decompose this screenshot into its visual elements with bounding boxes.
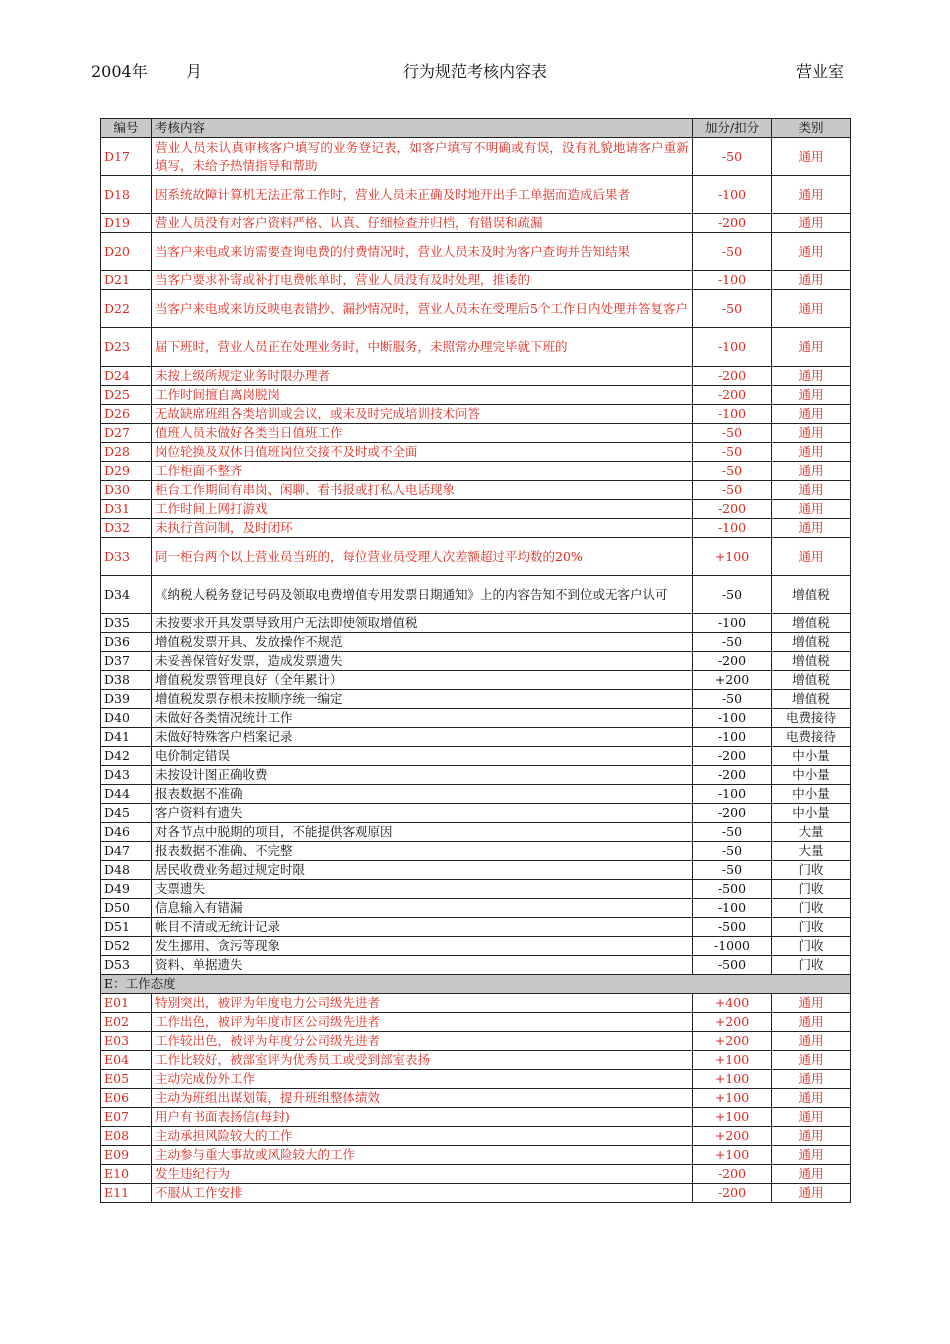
row-category: 通用 [772,176,851,214]
table-row [101,576,851,614]
row-code: D49 [101,880,152,899]
row-category: 增值税 [772,614,851,633]
row-code: D46 [101,823,152,842]
row-score: -50 [693,443,772,462]
row-score: +200 [693,1013,772,1032]
row-code: E09 [101,1146,152,1165]
row-code: D47 [101,842,152,861]
row-category: 门收 [772,918,851,937]
row-code: D24 [101,367,152,386]
row-content: 信息输入有错漏 [152,899,693,918]
row-content: 不服从工作安排 [152,1184,693,1203]
table-row [101,443,851,462]
table-header-row [101,119,851,138]
row-score: -50 [693,842,772,861]
row-category: 增值税 [772,671,851,690]
row-code: E07 [101,1108,152,1127]
table-row [101,271,851,290]
header-year: 2004年 [91,62,148,81]
row-content: 未执行首问制，及时闭环 [152,519,693,538]
table-row [101,1013,851,1032]
row-score: +400 [693,994,772,1013]
row-code: D29 [101,462,152,481]
row-content: 居民收费业务超过规定时限 [152,861,693,880]
row-score: -200 [693,386,772,405]
row-content: 电价制定错误 [152,747,693,766]
row-code: D44 [101,785,152,804]
table-row [101,1146,851,1165]
row-code: E08 [101,1127,152,1146]
row-score: +100 [693,1146,772,1165]
row-category: 门收 [772,861,851,880]
row-category: 大量 [772,842,851,861]
row-score: -50 [693,481,772,500]
row-score: -100 [693,614,772,633]
row-code: D48 [101,861,152,880]
row-category: 通用 [772,1089,851,1108]
row-category: 门收 [772,956,851,975]
row-category: 通用 [772,1127,851,1146]
row-score: -200 [693,804,772,823]
table-row [101,804,851,823]
row-score: -50 [693,823,772,842]
row-code: D50 [101,899,152,918]
table-body-d [101,138,851,975]
row-code: D22 [101,290,152,328]
row-code: E01 [101,994,152,1013]
row-category: 通用 [772,424,851,443]
row-score: -200 [693,214,772,233]
row-score: -1000 [693,937,772,956]
row-score: -200 [693,500,772,519]
row-content: 同一柜台两个以上营业员当班的，每位营业员受理人次差额超过平均数的20% [152,538,693,576]
row-code: D20 [101,233,152,271]
row-category: 中小量 [772,804,851,823]
row-score: -50 [693,633,772,652]
row-content: 未按要求开具发票导致用户无法即使领取增值税 [152,614,693,633]
row-code: D34 [101,576,152,614]
row-score: +200 [693,1032,772,1051]
row-code: D51 [101,918,152,937]
row-category: 中小量 [772,747,851,766]
row-content: 主动完成份外工作 [152,1070,693,1089]
row-content: 用户有书面表扬信(每封) [152,1108,693,1127]
row-content: 未妥善保管好发票，造成发票遗失 [152,652,693,671]
row-content: 增值税发票存根未按顺序统一编定 [152,690,693,709]
row-content: 特别突出，被评为年度电力公司级先进者 [152,994,693,1013]
col-header-score: 加分/扣分 [693,119,772,138]
table-row [101,785,851,804]
row-category: 增值税 [772,652,851,671]
table-row [101,176,851,214]
row-category: 门收 [772,937,851,956]
table-row [101,994,851,1013]
row-score: +100 [693,1108,772,1127]
row-category: 通用 [772,1165,851,1184]
table-row [101,462,851,481]
row-score: -200 [693,766,772,785]
table-row [101,956,851,975]
table-row [101,481,851,500]
row-category: 增值税 [772,576,851,614]
row-code: E05 [101,1070,152,1089]
row-score: +200 [693,1127,772,1146]
table-row [101,138,851,176]
table-row [101,1108,851,1127]
row-category: 增值税 [772,633,851,652]
row-code: D41 [101,728,152,747]
table-row [101,519,851,538]
row-category: 通用 [772,386,851,405]
header-department: 营业室 [795,62,844,81]
row-code: D30 [101,481,152,500]
row-category: 通用 [772,138,851,176]
row-score: -100 [693,176,772,214]
row-content: 未做好特殊客户档案记录 [152,728,693,747]
row-category: 中小量 [772,766,851,785]
row-content: 支票遗失 [152,880,693,899]
row-content: 工作出色，被评为年度市区公司级先进者 [152,1013,693,1032]
row-category: 通用 [772,290,851,328]
row-code: D19 [101,214,152,233]
row-score: +200 [693,671,772,690]
table-row [101,652,851,671]
row-category: 通用 [772,214,851,233]
table-row [101,633,851,652]
row-content: 未按设计图正确收费 [152,766,693,785]
row-code: D38 [101,671,152,690]
header-month: 月 [186,62,203,81]
row-content: 对各节点中脱期的项目，不能提供客观原因 [152,823,693,842]
row-code: D40 [101,709,152,728]
row-content: 工作时间擅自离岗脱岗 [152,386,693,405]
row-category: 通用 [772,271,851,290]
row-score: -50 [693,424,772,443]
table-row [101,937,851,956]
table-row [101,214,851,233]
table-row [101,1032,851,1051]
row-code: D33 [101,538,152,576]
row-content: 未按上级所规定业务时限办理者 [152,367,693,386]
row-score: -100 [693,785,772,804]
row-code: E04 [101,1051,152,1070]
row-category: 中小量 [772,785,851,804]
row-score: -100 [693,899,772,918]
table-row [101,728,851,747]
table-row [101,899,851,918]
row-content: 柜台工作期间有串岗、闲聊、看书报或打私人电话现象 [152,481,693,500]
row-score: -100 [693,709,772,728]
table-row [101,747,851,766]
row-score: -50 [693,861,772,880]
row-score: -500 [693,956,772,975]
row-score: -100 [693,405,772,424]
row-category: 通用 [772,500,851,519]
row-score: -200 [693,367,772,386]
row-score: +100 [693,1070,772,1089]
row-score: -500 [693,918,772,937]
row-category: 通用 [772,462,851,481]
row-code: D23 [101,328,152,367]
table-row [101,880,851,899]
row-content: 未做好各类情况统计工作 [152,709,693,728]
table-row [101,1184,851,1203]
table-row [101,405,851,424]
row-content: 发生违纪行为 [152,1165,693,1184]
row-code: D25 [101,386,152,405]
row-content: 当客户要求补寄或补打电费帐单时，营业人员没有及时处理，推诿的 [152,271,693,290]
table-row [101,233,851,271]
table-row [101,1051,851,1070]
row-code: D32 [101,519,152,538]
row-score: -200 [693,1184,772,1203]
row-score: -50 [693,576,772,614]
table-row [101,367,851,386]
row-category: 增值税 [772,690,851,709]
row-content: 增值税发票管理良好（全年累计） [152,671,693,690]
row-category: 通用 [772,538,851,576]
row-code: D37 [101,652,152,671]
row-category: 通用 [772,1032,851,1051]
row-content: 因系统故障计算机无法正常工作时，营业人员未正确及时地开出手工单据而造成后果者 [152,176,693,214]
row-code: E06 [101,1089,152,1108]
table-row [101,671,851,690]
row-score: -200 [693,1165,772,1184]
table-row [101,1089,851,1108]
row-code: E11 [101,1184,152,1203]
row-content: 工作柜面不整齐 [152,462,693,481]
row-content: 营业人员未认真审核客户填写的业务登记表，如客户填写不明确或有误，没有礼貌地请客户重新填写，未给予热情指导和帮助 [152,138,693,176]
row-code: D28 [101,443,152,462]
row-code: D39 [101,690,152,709]
table-row [101,538,851,576]
row-category: 通用 [772,1013,851,1032]
row-score: -50 [693,290,772,328]
row-code: D43 [101,766,152,785]
row-category: 通用 [772,994,851,1013]
table-row [101,823,851,842]
table-row [101,918,851,937]
col-header-content: 考核内容 [152,119,693,138]
table-row [101,709,851,728]
row-code: D21 [101,271,152,290]
assessment-table [100,118,851,1203]
row-category: 通用 [772,1146,851,1165]
row-category: 通用 [772,481,851,500]
table-row [101,614,851,633]
col-header-category: 类别 [772,119,851,138]
row-score: -100 [693,728,772,747]
row-content: 客户资料有遗失 [152,804,693,823]
table-row [101,328,851,367]
row-content: 资料、单据遗失 [152,956,693,975]
row-category: 门收 [772,880,851,899]
row-score: -200 [693,652,772,671]
row-content: 主动为班组出谋划策，提升班组整体绩效 [152,1089,693,1108]
row-score: -50 [693,138,772,176]
row-category: 通用 [772,1108,851,1127]
row-category: 门收 [772,899,851,918]
section-row-e [101,975,851,994]
row-score: -200 [693,747,772,766]
row-category: 通用 [772,1070,851,1089]
row-content: 岗位轮换及双休日值班岗位交接不及时或不全面 [152,443,693,462]
row-content: 届下班时，营业人员正在处理业务时，中断服务，未照常办理完毕就下班的 [152,328,693,367]
table-row [101,1070,851,1089]
row-category: 电费接待 [772,709,851,728]
row-code: D53 [101,956,152,975]
row-score: -100 [693,271,772,290]
row-code: D26 [101,405,152,424]
row-code: D18 [101,176,152,214]
table-section-e [101,975,851,994]
table-body-e [101,994,851,1203]
table-row [101,842,851,861]
row-content: 发生挪用、贪污等现象 [152,937,693,956]
row-content: 主动参与重大事故或风险较大的工作 [152,1146,693,1165]
row-content: 工作较出色，被评为年度分公司级先进者 [152,1032,693,1051]
row-content: 主动承担风险较大的工作 [152,1127,693,1146]
table-row [101,1165,851,1184]
row-content: 《纳税人税务登记号码及领取电费增值专用发票日期通知》上的内容告知不到位或无客户认可 [152,576,693,614]
section-label-e: E：工作态度 [101,975,851,994]
row-category: 通用 [772,328,851,367]
row-score: -500 [693,880,772,899]
row-code: D17 [101,138,152,176]
table-row [101,690,851,709]
row-score: -50 [693,690,772,709]
row-content: 增值税发票开具、发放操作不规范 [152,633,693,652]
row-code: E02 [101,1013,152,1032]
table-row [101,290,851,328]
row-content: 值班人员未做好各类当日值班工作 [152,424,693,443]
row-content: 当客户来电或来访需要查询电费的付费情况时，营业人员未及时为客户查询并告知结果 [152,233,693,271]
row-score: -100 [693,519,772,538]
row-category: 电费接待 [772,728,851,747]
table-row [101,386,851,405]
row-content: 报表数据不准确 [152,785,693,804]
row-content: 无故缺席班组各类培训或会议，或未及时完成培训技术问答 [152,405,693,424]
row-code: E03 [101,1032,152,1051]
row-content: 工作时间上网打游戏 [152,500,693,519]
table-row [101,766,851,785]
row-score: -100 [693,328,772,367]
row-content: 报表数据不准确、不完整 [152,842,693,861]
row-category: 通用 [772,1184,851,1203]
row-score: +100 [693,1089,772,1108]
row-content: 当客户来电或来访反映电表错抄、漏抄情况时，营业人员未在受理后5个工作日内处理并答复客户 [152,290,693,328]
row-code: D42 [101,747,152,766]
row-code: E10 [101,1165,152,1184]
row-code: D52 [101,937,152,956]
row-score: -50 [693,233,772,271]
row-content: 工作比较好，被部室评为优秀员工或受到部室表扬 [152,1051,693,1070]
row-category: 大量 [772,823,851,842]
row-code: D35 [101,614,152,633]
col-header-code: 编号 [101,119,152,138]
row-code: D45 [101,804,152,823]
table-row [101,500,851,519]
table-row [101,1127,851,1146]
row-score: -50 [693,462,772,481]
page-title: 行为规范考核内容表 [402,62,547,81]
table-row [101,861,851,880]
row-category: 通用 [772,519,851,538]
row-category: 通用 [772,233,851,271]
table-row [101,424,851,443]
row-score: +100 [693,1051,772,1070]
row-category: 通用 [772,443,851,462]
row-content: 帐目不清或无统计记录 [152,918,693,937]
row-code: D27 [101,424,152,443]
row-code: D36 [101,633,152,652]
row-content: 营业人员没有对客户资料严格、认真、仔细检查并归档，有错误和疏漏 [152,214,693,233]
row-category: 通用 [772,405,851,424]
row-code: D31 [101,500,152,519]
row-category: 通用 [772,367,851,386]
row-category: 通用 [772,1051,851,1070]
row-score: +100 [693,538,772,576]
